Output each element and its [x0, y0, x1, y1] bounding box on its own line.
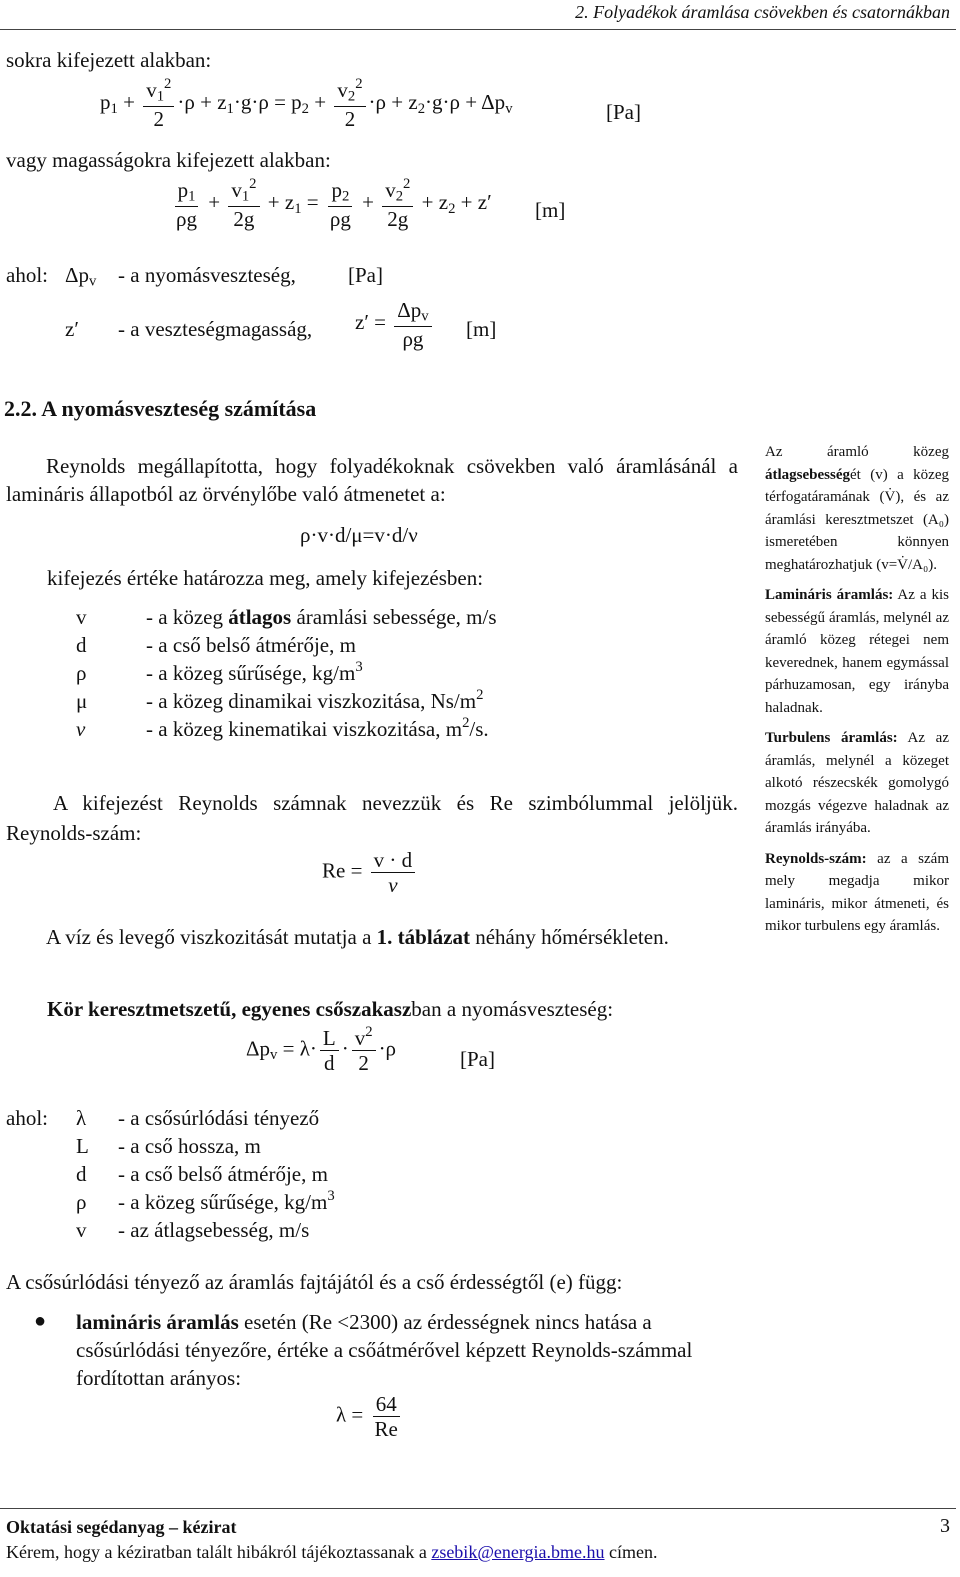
- z-prime-formula: z′ = $\frac{\Delta p_v}{\rho g}$: [355, 298, 435, 351]
- intro-pressure-text: sokra kifejezett alakban:: [6, 48, 212, 72]
- page-number: 3: [940, 1515, 950, 1537]
- email-link[interactable]: zsebik@energia.bme.hu: [431, 1542, 605, 1562]
- reynolds-expression: ρ·v·d/μ=v·d/ν: [300, 523, 418, 547]
- footer-request: Kérem, hogy a kéziratban talált hibákról tájékoztassanak a zsebik@energia.bme.hu címen.: [6, 1542, 658, 1562]
- where-label-2: ahol:: [6, 1106, 48, 1130]
- variable-row: [76, 631, 497, 659]
- variable-row: [76, 687, 497, 715]
- variable-list: [76, 603, 497, 743]
- note-average-velocity: Az áramló közeg átlagsebességét (v) a közeg térfogatáramának (V̇), és az áramlási keresztmetszet (A₀) ismeretében könnyen meghatározhatjuk (v=V̇/A₀).: [765, 444, 949, 573]
- variable-row: [76, 1216, 335, 1244]
- note-laminar-flow: Lamináris áramlás: Az a kis sebességű áramlás, melynél az áramló közeg rétegei nem keverednek, hanem egymással párhuzamosan, egy irányba haladnak.: [765, 587, 950, 716]
- note-turbulent-flow: Turbulens áramlás: Az az áramlás, melynél a közeget alkotó részecskék gomolygó mozgás végezve haladnak az áramlás irányába.: [765, 730, 949, 836]
- variable-row: [76, 1188, 335, 1216]
- unit-pa-2: [Pa]: [348, 263, 383, 287]
- variable-desc: - a cső belső átmérője, m: [146, 633, 356, 657]
- symbol-delta-pv: $\Delta p_v$: [65, 263, 97, 290]
- variable-row: [76, 1160, 335, 1188]
- variable-desc: - az átlagsebesség, m/s: [118, 1218, 310, 1242]
- intro-height-text: vagy magasságokra kifejezett alakban:: [6, 148, 331, 172]
- paragraph-friction-factor: A csősúrlódási tényező az áramlás fajtájától és a cső érdességtől (e) függ:: [6, 1270, 623, 1294]
- variable-row: [76, 1132, 335, 1160]
- bernoulli-height-equation: $\frac{p_1}{\rho g}$ + $\frac{v_1^2}{2g}$ + $z_1$ = $\frac{p_2}{\rho g}$ + $\frac{v_2^2}{2g}$ + $z_2 + z'$: [176, 176, 492, 231]
- darcy-weisbach-formula: $\Delta p_v = \lambda\cdot$ $\frac{L}{d}$ · $\frac{v^2}{2}$ ·ρ: [246, 1024, 397, 1076]
- variable-symbol: ρ: [76, 1190, 87, 1214]
- section-title: 2.2. A nyomásveszteség számítása: [4, 396, 317, 421]
- paragraph-viscosity-table: A víz és levegő viszkozitását mutatja a 1. táblázat néhány hőmérsékleten.: [46, 925, 669, 949]
- unit-m-1: [m]: [535, 198, 566, 222]
- chapter-header: 2. Folyadékok áramlása csövekben és csatornákban: [575, 2, 950, 22]
- variable-desc: - a közeg dinamikai viszkozitása, $Ns/m^2$: [146, 687, 484, 713]
- paragraph-reynolds-intro: Reynolds megállapította, hogy folyadékoknak csövekben való áramlásánál a lamináris állapotból az örvénylőbe való átmenetet a:: [6, 454, 738, 506]
- variable-row: [76, 1104, 335, 1132]
- variable-desc: - a közeg sűrűsége, $kg/m^3$: [146, 659, 363, 685]
- variable-symbol: λ: [76, 1106, 87, 1130]
- variable-symbol: d: [76, 633, 87, 657]
- footer-doc-type: Oktatási segédanyag – kézirat: [6, 1517, 237, 1537]
- variable-row: [76, 659, 497, 687]
- variable-list-2: [76, 1104, 335, 1244]
- header-rule: [0, 29, 956, 30]
- paragraph-expression-desc: kifejezés értéke határozza meg, amely kifejezésben:: [47, 566, 484, 590]
- reynolds-number-formula: Re = $\frac{v \cdot d}{\nu}$: [322, 848, 418, 897]
- variable-row: [76, 715, 497, 743]
- variable-desc: - a csősúrlódási tényező: [118, 1106, 320, 1130]
- variable-row: [76, 603, 497, 631]
- bullet-laminar-text: lamináris áramlás esetén (Re <2300) az érdességnek nincs hatása a csősúrlódási tényezőre, értéke a csőátmérővel képzett Reynolds-számmal fordítottan arányos:: [76, 1310, 693, 1390]
- variable-symbol: v: [76, 1218, 87, 1242]
- variable-desc: - a cső belső átmérője, m: [118, 1162, 328, 1186]
- variable-symbol: d: [76, 1162, 87, 1186]
- variable-symbol: μ: [76, 689, 88, 713]
- unit-pa-3: [Pa]: [460, 1047, 495, 1071]
- bullet-icon: ●: [34, 1310, 47, 1332]
- variable-desc: - a közeg kinematikai viszkozitása, $m^2/s$.: [146, 715, 489, 741]
- variable-symbol: ρ: [76, 661, 87, 685]
- where-label: ahol:: [6, 263, 48, 287]
- variable-desc: - a közeg átlagos áramlási sebessége, m/s: [146, 605, 497, 629]
- variable-symbol: v: [76, 605, 87, 629]
- variable-desc: - a közeg sűrűsége, $kg/m^3$: [118, 1188, 335, 1214]
- unit-m-2: [m]: [466, 317, 497, 341]
- footer-rule: [0, 1508, 956, 1509]
- unit-pa-1: [Pa]: [606, 100, 641, 124]
- sidebar-notes: [765, 441, 949, 946]
- laminar-lambda-formula: λ = $\frac{64}{Re}$: [336, 1392, 398, 1442]
- paragraph-reynolds-number: A kifejezést Reynolds számnak nevezzük és Re szimbólummal jelöljük. Reynolds-szám:: [6, 791, 738, 845]
- note-reynolds-number: Reynolds-szám: az a szám mely megadja mikor lamináris, mikor átmeneti, és mikor turbulens egy áramlás.: [765, 850, 949, 934]
- paragraph-pressure-loss: Kör keresztmetszetű, egyenes csőszakaszban a nyomásveszteség:: [47, 997, 614, 1021]
- symbol-z-prime: z′: [65, 317, 79, 341]
- variable-symbol: ν: [76, 717, 86, 741]
- variable-desc: - a cső hossza, m: [118, 1134, 261, 1158]
- def-delta-pv: - a nyomásveszteség,: [118, 263, 296, 287]
- def-z-prime: - a veszteségmagasság,: [118, 317, 313, 341]
- bernoulli-pressure-equation: $p_1$ + $\frac{v_1^2}{2}$ $\cdot\rho + z_1\cdot g\cdot\rho = p_2$ + $\frac{v_2^2}{2}$ $\cdot\rho + z_2\cdot g\cdot\rho + \Delta p_v$: [100, 76, 513, 131]
- variable-symbol: L: [76, 1134, 89, 1158]
